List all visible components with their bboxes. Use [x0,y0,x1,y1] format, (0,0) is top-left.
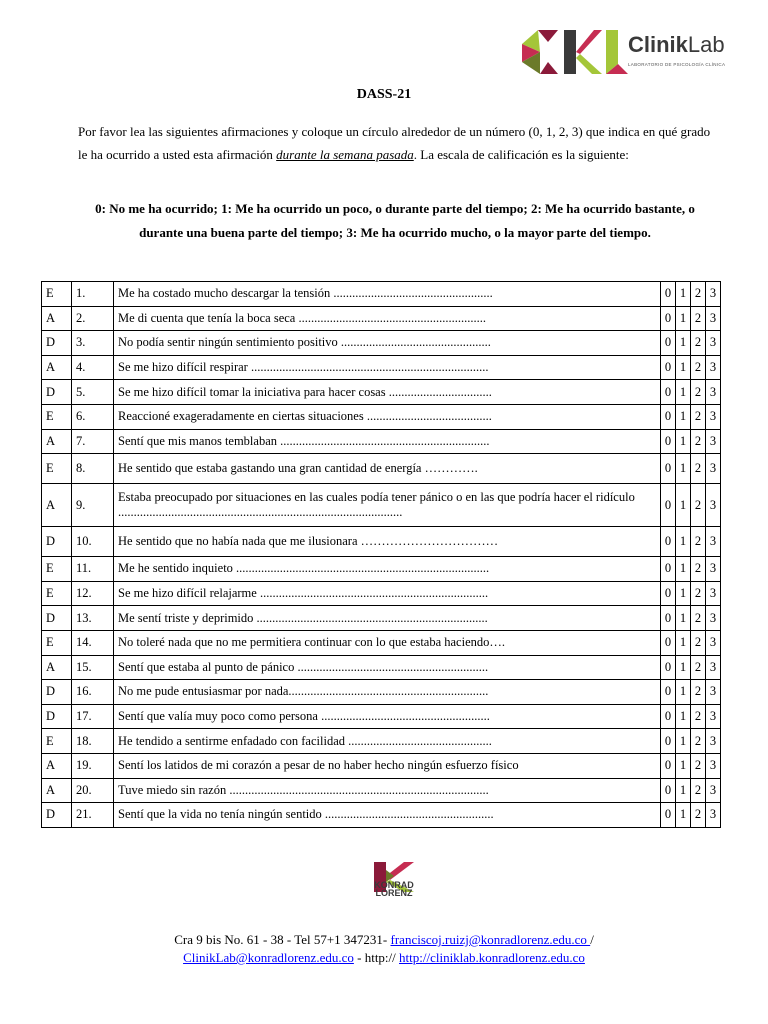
rating-option-1[interactable]: 1 [676,527,691,557]
table-row [42,282,721,307]
item-number: 11. [72,557,114,582]
rating-option-1[interactable]: 1 [676,680,691,705]
rating-option-0[interactable]: 0 [661,355,676,380]
item-number: 19. [72,753,114,778]
table-row [42,606,721,631]
rating-option-2[interactable]: 2 [691,306,706,331]
rating-option-3[interactable]: 3 [706,557,721,582]
table-row [42,778,721,803]
item-category: D [42,680,72,705]
item-statement: Sentí que estaba al punto de pánico ............................................................. [114,655,661,680]
table-row [42,655,721,680]
rating-option-2[interactable]: 2 [691,331,706,356]
rating-option-3[interactable]: 3 [706,680,721,705]
item-number: 9. [72,484,114,527]
table-row [42,729,721,754]
item-number: 21. [72,803,114,828]
item-number: 14. [72,630,114,655]
rating-option-1[interactable]: 1 [676,630,691,655]
table-row [42,404,721,429]
item-number: 16. [72,680,114,705]
rating-option-2[interactable]: 2 [691,282,706,307]
table-row [42,454,721,484]
item-category: A [42,355,72,380]
rating-option-3[interactable]: 3 [706,454,721,484]
item-statement: Me ha costado mucho descargar la tensión ................................................... [114,282,661,307]
rating-option-0[interactable]: 0 [661,606,676,631]
rating-option-3[interactable]: 3 [706,630,721,655]
table-row [42,630,721,655]
table-row [42,331,721,356]
item-statement: Me di cuenta que tenía la boca seca ............................................................ [114,306,661,331]
item-statement: Sentí que la vida no tenía ningún sentido ...................................................... [114,803,661,828]
item-statement: He sentido que estaba gastando una gran cantidad de energía …………. [114,454,661,484]
item-number: 2. [72,306,114,331]
item-statement: Estaba preocupado por situaciones en las cuales podía tener pánico o en las que podría hacer el ridículo ........................................................................................... [114,484,661,527]
website-link[interactable]: http://cliniklab.konradlorenz.edu.co [399,950,585,965]
item-number: 6. [72,404,114,429]
item-number: 5. [72,380,114,405]
item-statement: Se me hizo difícil tomar la iniciativa para hacer cosas ................................. [114,380,661,405]
item-category: A [42,753,72,778]
rating-option-1[interactable]: 1 [676,729,691,754]
item-statement: No toleré nada que no me permitiera continuar con lo que estaba haciendo…. [114,630,661,655]
rating-option-2[interactable]: 2 [691,404,706,429]
rating-option-2[interactable]: 2 [691,630,706,655]
table-row [42,557,721,582]
item-category: E [42,729,72,754]
item-statement: Sentí los latidos de mi corazón a pesar de no haber hecho ningún esfuerzo físico [114,753,661,778]
rating-option-1[interactable]: 1 [676,306,691,331]
table-row [42,429,721,454]
rating-option-0[interactable]: 0 [661,803,676,828]
rating-option-0[interactable]: 0 [661,454,676,484]
rating-option-0[interactable]: 0 [661,282,676,307]
item-category: D [42,380,72,405]
item-number: 7. [72,429,114,454]
table-row [42,527,721,557]
rating-option-3[interactable]: 3 [706,355,721,380]
table-row [42,704,721,729]
rating-option-1[interactable]: 1 [676,484,691,527]
rating-option-2[interactable]: 2 [691,753,706,778]
item-category: A [42,429,72,454]
item-statement: Sentí que mis manos temblaban ................................................................... [114,429,661,454]
rating-option-0[interactable]: 0 [661,557,676,582]
rating-option-1[interactable]: 1 [676,404,691,429]
rating-option-0[interactable]: 0 [661,404,676,429]
item-category: E [42,557,72,582]
item-statement: He sentido que no había nada que me ilusionara …………………………… [114,527,661,557]
item-number: 12. [72,581,114,606]
rating-option-3[interactable]: 3 [706,429,721,454]
item-number: 10. [72,527,114,557]
rating-option-1[interactable]: 1 [676,557,691,582]
rating-option-1[interactable]: 1 [676,355,691,380]
item-number: 18. [72,729,114,754]
item-number: 3. [72,331,114,356]
rating-option-0[interactable]: 0 [661,753,676,778]
rating-option-3[interactable]: 3 [706,380,721,405]
rating-option-3[interactable]: 3 [706,778,721,803]
item-statement: Me sentí triste y deprimido .......................................................................... [114,606,661,631]
rating-option-1[interactable]: 1 [676,655,691,680]
rating-option-0[interactable]: 0 [661,778,676,803]
cliniklab-wordmark: ClinikLab [628,32,725,57]
rating-option-0[interactable]: 0 [661,655,676,680]
rating-option-3[interactable]: 3 [706,704,721,729]
item-statement: No podía sentir ningún sentimiento positivo ................................................ [114,331,661,356]
item-statement: Se me hizo difícil respirar ............................................................................ [114,355,661,380]
item-category: E [42,282,72,307]
item-category: D [42,704,72,729]
rating-option-3[interactable]: 3 [706,404,721,429]
item-statement: Sentí que valía muy poco como persona ...................................................... [114,704,661,729]
rating-option-0[interactable]: 0 [661,380,676,405]
rating-option-1[interactable]: 1 [676,581,691,606]
item-statement: Reaccioné exageradamente en ciertas situaciones ........................................ [114,404,661,429]
rating-option-2[interactable]: 2 [691,355,706,380]
item-statement: Tuve miedo sin razón ................................................................................... [114,778,661,803]
rating-option-3[interactable]: 3 [706,581,721,606]
rating-option-2[interactable]: 2 [691,454,706,484]
rating-option-2[interactable]: 2 [691,527,706,557]
rating-option-3[interactable]: 3 [706,306,721,331]
table-row [42,581,721,606]
item-number: 17. [72,704,114,729]
rating-option-2[interactable]: 2 [691,704,706,729]
item-statement: No me pude entusiasmar por nada................................................................ [114,680,661,705]
rating-option-1[interactable]: 1 [676,704,691,729]
rating-option-0[interactable]: 0 [661,484,676,527]
table-row [42,380,721,405]
item-number: 4. [72,355,114,380]
rating-option-0[interactable]: 0 [661,429,676,454]
rating-option-2[interactable]: 2 [691,380,706,405]
item-category: E [42,581,72,606]
rating-option-1[interactable]: 1 [676,429,691,454]
rating-option-2[interactable]: 2 [691,778,706,803]
rating-option-2[interactable]: 2 [691,680,706,705]
rating-option-0[interactable]: 0 [661,630,676,655]
rating-option-3[interactable]: 3 [706,484,721,527]
item-category: A [42,484,72,527]
rating-option-1[interactable]: 1 [676,331,691,356]
item-number: 1. [72,282,114,307]
footer-contact: Cra 9 bis No. 61 - 38 - Tel 57+1 347231- franciscoj.ruizj@konradlorenz.edu.co / ClinikLab@konradlorenz.edu.co - http:// http://cliniklab.konradlorenz.edu.co [174,932,594,965]
table-row [42,803,721,828]
rating-option-0[interactable]: 0 [661,527,676,557]
item-number: 15. [72,655,114,680]
rating-option-1[interactable]: 1 [676,778,691,803]
rating-option-2[interactable]: 2 [691,655,706,680]
item-category: D [42,331,72,356]
table-row [42,753,721,778]
rating-option-2[interactable]: 2 [691,429,706,454]
rating-option-2[interactable]: 2 [691,729,706,754]
rating-option-0[interactable]: 0 [661,306,676,331]
cliniklab-subtitle: LABORATORIO DE PSICOLOGÍA CLÍNICA [628,62,726,67]
item-category: D [42,527,72,557]
item-category: E [42,630,72,655]
rating-option-1[interactable]: 1 [676,753,691,778]
questionnaire-table [41,281,721,828]
rating-option-1[interactable]: 1 [676,454,691,484]
item-category: E [42,454,72,484]
item-category: A [42,306,72,331]
rating-option-3[interactable]: 3 [706,655,721,680]
rating-scale: 0: No me ha ocurrido; 1: Me ha ocurrido un poco, o durante parte del tiempo; 2: Me ha ocurrido bastante, o durante una buena parte del tiempo; 3: Me ha ocurrido mucho, o la mayor parte del tiempo. [95,201,695,240]
table-row [42,355,721,380]
rating-option-0[interactable]: 0 [661,729,676,754]
rating-option-3[interactable]: 3 [706,331,721,356]
item-statement: He tendido a sentirme enfadado con facilidad .............................................. [114,729,661,754]
rating-option-2[interactable]: 2 [691,606,706,631]
item-number: 13. [72,606,114,631]
rating-option-0[interactable]: 0 [661,331,676,356]
item-category: A [42,655,72,680]
rating-option-0[interactable]: 0 [661,680,676,705]
rating-option-3[interactable]: 3 [706,729,721,754]
email-link-francisco[interactable]: franciscoj.ruizj@konradlorenz.edu.co [390,932,591,947]
rating-option-3[interactable]: 3 [706,753,721,778]
item-category: D [42,606,72,631]
item-number: 8. [72,454,114,484]
rating-option-2[interactable]: 2 [691,803,706,828]
rating-option-2[interactable]: 2 [691,557,706,582]
instructions: Por favor lea las siguientes afirmaciones y coloque un círculo alrededor de un número (0, 1, 2, 3) que indica en qué grado le ha ocurrido a usted esta afirmación durante la semana pasada. La escala de calificación es la siguiente: [78,124,711,162]
rating-option-1[interactable]: 1 [676,380,691,405]
rating-option-3[interactable]: 3 [706,606,721,631]
table-row [42,484,721,527]
item-category: D [42,803,72,828]
konrad-lorenz-wordmark: KONRAD LORENZ [374,880,414,898]
table-row [42,306,721,331]
item-category: A [42,778,72,803]
rating-option-3[interactable]: 3 [706,527,721,557]
rating-option-0[interactable]: 0 [661,581,676,606]
item-number: 20. [72,778,114,803]
rating-option-2[interactable]: 2 [691,581,706,606]
email-link-cliniklab[interactable]: ClinikLab@konradlorenz.edu.co [183,950,354,965]
rating-option-3[interactable]: 3 [706,803,721,828]
rating-option-2[interactable]: 2 [691,484,706,527]
item-statement: Me he sentido inquieto ................................................................................. [114,557,661,582]
rating-option-3[interactable]: 3 [706,282,721,307]
item-statement: Se me hizo difícil relajarme ......................................................................... [114,581,661,606]
rating-option-1[interactable]: 1 [676,606,691,631]
konrad-lorenz-logo-icon [370,848,418,908]
item-category: E [42,404,72,429]
table-row [42,680,721,705]
rating-option-1[interactable]: 1 [676,803,691,828]
rating-option-1[interactable]: 1 [676,282,691,307]
page-title: DASS-21 [356,87,412,102]
rating-option-0[interactable]: 0 [661,704,676,729]
